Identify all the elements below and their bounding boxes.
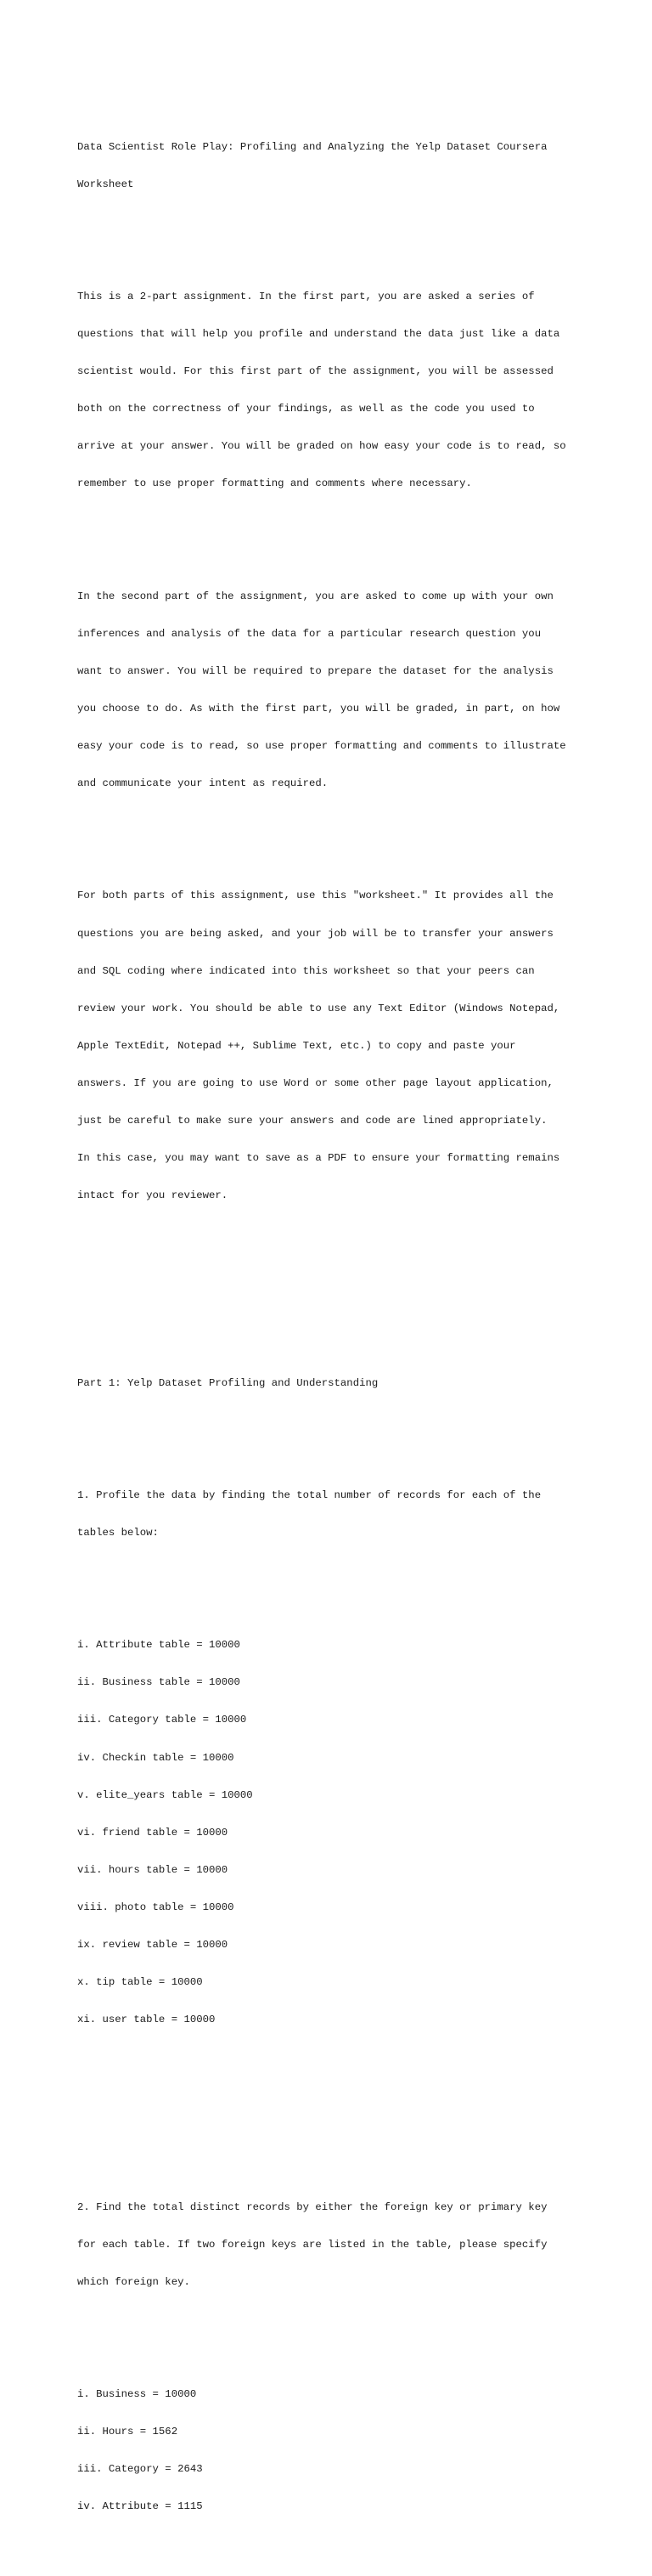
question-2-answers [77, 2364, 587, 2539]
list-item: i. Attribute table = 10000 [77, 1639, 240, 1652]
question-2 [77, 2176, 587, 2313]
spacer [77, 1277, 587, 1314]
paragraph-line: arrive at your answer. You will be graded on how easy your code is to read, so [77, 440, 566, 453]
spacer [77, 2101, 587, 2138]
paragraph-line: In the second part of the assignment, you are asked to come up with your own [77, 590, 554, 602]
title-line: Worksheet [77, 178, 134, 190]
paragraph-line: intact for you reviewer. [77, 1189, 228, 1202]
paragraph-line: review your work. You should be able to use any Text Editor (Windows Notepad, [77, 1002, 560, 1014]
paragraph-line: scientist would. For this first part of the assignment, you will be assessed [77, 365, 554, 378]
paragraph-line: For both parts of this assignment, use this "worksheet." It provides all the [77, 890, 554, 902]
title-line: Data Scientist Role Play: Profiling and Analyzing the Yelp Dataset Coursera [77, 140, 548, 153]
list-item: vii. hours table = 10000 [77, 1863, 228, 1876]
question-line: tables below: [77, 1526, 159, 1539]
question-1 [77, 1464, 587, 1564]
paragraph-line: and communicate your intent as required. [77, 777, 329, 790]
list-item: iii. Category table = 10000 [77, 1714, 247, 1726]
list-item: iv. Attribute = 1115 [77, 2500, 203, 2513]
list-item: viii. photo table = 10000 [77, 1901, 234, 1913]
paragraph-line: you choose to do. As with the first part, you will be graded, in part, on how [77, 702, 560, 715]
paragraph-line: inferences and analysis of the data for a particular research question you [77, 627, 542, 640]
part1-heading [77, 1352, 587, 1415]
list-item: ii. Hours = 1562 [77, 2426, 178, 2438]
question-line: 1. Profile the data by finding the total number of records for each of the [77, 1489, 542, 1501]
paragraph-line: Apple TextEdit, Notepad ++, Sublime Text, etc.) to copy and paste your [77, 1039, 516, 1052]
document-title [77, 116, 587, 216]
intro-paragraph-3 [77, 865, 587, 1227]
question-line: 2. Find the total distinct records by either the foreign key or primary key [77, 2200, 548, 2213]
paragraph-line: and SQL coding where indicated into this worksheet so that your peers can [77, 964, 535, 977]
paragraph-line: just be careful to make sure your answers and code are lined appropriately. [77, 1115, 548, 1127]
list-item: ii. Business table = 10000 [77, 1676, 240, 1689]
paragraph-line: answers. If you are going to use Word or some other page layout application, [77, 1076, 554, 1089]
paragraph-line: want to answer. You will be required to prepare the dataset for the analysis [77, 664, 554, 677]
worksheet-page [77, 78, 587, 2576]
list-item: iv. Checkin table = 10000 [77, 1751, 234, 1764]
paragraph-line: both on the correctness of your findings, as well as the code you used to [77, 403, 535, 415]
paragraph-line: In this case, you may want to save as a PDF to ensure your formatting remains [77, 1152, 560, 1165]
list-item: i. Business = 10000 [77, 2388, 197, 2401]
paragraph-line: This is a 2-part assignment. In the first part, you are asked a series of [77, 290, 535, 302]
paragraph-line: remember to use proper formatting and comments where necessary. [77, 477, 472, 490]
intro-paragraph-2 [77, 565, 587, 815]
question-line: which foreign key. [77, 2275, 190, 2288]
paragraph-line: easy your code is to read, so use proper formatting and comments to illustrate [77, 740, 566, 753]
question-line: for each table. If two foreign keys are listed in the table, please specify [77, 2238, 548, 2251]
paragraph-line: questions that will help you profile and understand the data just like a data [77, 328, 560, 340]
question-1-answers [77, 1614, 587, 2051]
list-item: xi. user table = 10000 [77, 2014, 216, 2026]
section-heading: Part 1: Yelp Dataset Profiling and Understanding [77, 1376, 379, 1389]
paragraph-line: questions you are being asked, and your job will be to transfer your answers [77, 927, 554, 940]
list-item: iii. Category = 2643 [77, 2463, 203, 2476]
intro-paragraph-1 [77, 266, 587, 516]
list-item: v. elite_years table = 10000 [77, 1788, 253, 1801]
list-item: ix. review table = 10000 [77, 1939, 228, 1952]
list-item: x. tip table = 10000 [77, 1976, 203, 1989]
list-item: vi. friend table = 10000 [77, 1826, 228, 1839]
